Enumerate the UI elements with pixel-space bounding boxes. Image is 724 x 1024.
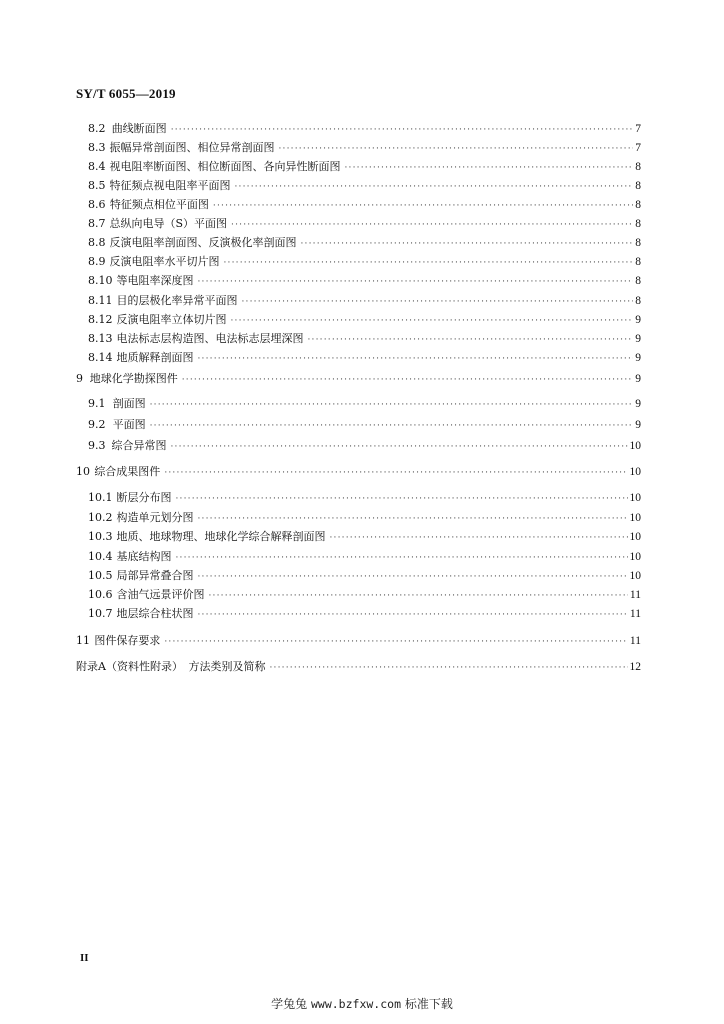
toc-number: 8.14 — [88, 351, 113, 364]
toc-page: 10 — [629, 551, 641, 563]
toc-number: 10.6 — [88, 588, 113, 601]
toc-leader — [176, 492, 628, 506]
toc-number: 8.12 — [88, 313, 113, 326]
toc-number: 9 — [76, 372, 83, 385]
toc-leader — [182, 373, 634, 387]
toc-title: 基底结构图 — [116, 550, 172, 563]
toc-chapter-entry[interactable] — [76, 634, 641, 649]
toc-title: 特征频点视电阻率平面图 — [109, 179, 231, 192]
toc-page: 8 — [635, 199, 641, 211]
toc-number: 8.13 — [88, 332, 113, 345]
toc-title: 地球化学勘探图件 — [89, 372, 178, 385]
toc-title: 振幅异常剖面图、相位异常剖面图 — [109, 141, 275, 154]
toc-entry[interactable] — [88, 332, 641, 347]
toc-title: 曲线断面图 — [111, 122, 167, 135]
toc-number: 8.3 — [88, 141, 106, 154]
toc-leader — [170, 440, 627, 454]
toc-entry[interactable] — [88, 236, 641, 251]
toc-entry[interactable] — [88, 274, 641, 289]
toc-leader — [279, 142, 634, 156]
toc-leader — [269, 661, 627, 675]
toc-leader — [209, 589, 628, 603]
toc-number: 9.1 — [88, 397, 106, 410]
toc-title: 断层分布图 — [116, 491, 172, 504]
toc-page: 12 — [629, 661, 641, 673]
toc-leader — [345, 161, 634, 175]
toc-entry[interactable] — [88, 530, 641, 545]
toc-page: 9 — [635, 314, 641, 326]
toc-title: 地质解释剖面图 — [116, 351, 194, 364]
toc-page: 8 — [635, 161, 641, 173]
toc-page: 8 — [635, 218, 641, 230]
toc-page: 8 — [635, 180, 641, 192]
toc-entry[interactable] — [88, 550, 641, 565]
toc-leader — [308, 333, 634, 347]
toc-leader — [213, 199, 633, 213]
toc-entry[interactable] — [88, 439, 641, 454]
toc-page: 10 — [629, 512, 641, 524]
toc-leader — [242, 295, 634, 309]
toc-number: 8.7 — [88, 217, 106, 230]
toc-leader — [150, 419, 634, 433]
toc-page: 10 — [629, 466, 641, 478]
toc-chapter-entry[interactable] — [76, 465, 641, 480]
toc-leader — [198, 352, 634, 366]
toc-leader — [224, 256, 634, 270]
toc-title: 反演电阻率立体切片图 — [116, 313, 227, 326]
toc-leader — [198, 275, 634, 289]
toc-title: 电法标志层构造图、电法标志层埋深图 — [116, 332, 304, 345]
toc-title: 反演电阻率剖面图、反演极化率剖面图 — [109, 236, 297, 249]
toc-leader — [198, 512, 628, 526]
toc-number: 10.7 — [88, 607, 113, 620]
toc-leader — [198, 608, 628, 622]
toc-title: 局部异常叠合图 — [116, 569, 194, 582]
toc-entry[interactable] — [88, 217, 641, 232]
toc-number: 10.4 — [88, 550, 113, 563]
toc-page: 11 — [629, 635, 641, 647]
toc-page: 8 — [635, 295, 641, 307]
toc-page: 11 — [629, 608, 641, 620]
toc-title: 目的层极化率异常平面图 — [116, 294, 238, 307]
toc-page: 7 — [635, 123, 641, 135]
toc-leader — [176, 551, 628, 565]
toc-page: 10 — [629, 531, 641, 543]
toc-leader — [164, 635, 628, 649]
toc-entry[interactable] — [88, 511, 641, 526]
toc-title: 视电阻率断面图、相位断面图、各向异性断面图 — [109, 160, 341, 173]
toc-number: 8.9 — [88, 255, 106, 268]
toc-leader — [330, 531, 628, 545]
toc-title: 图件保存要求 — [94, 634, 161, 647]
toc-title: 地层综合柱状图 — [116, 607, 194, 620]
toc-number: 8.10 — [88, 274, 113, 287]
footer-brand: 学兔兔 — [271, 997, 308, 1011]
toc-entry[interactable] — [88, 351, 641, 366]
toc-leader — [198, 570, 628, 584]
toc-entry[interactable] — [88, 122, 641, 137]
toc-number: 10.3 — [88, 530, 113, 543]
toc-leader — [231, 218, 633, 232]
toc-number: 8.5 — [88, 179, 106, 192]
toc-leader — [301, 237, 634, 251]
toc-page: 9 — [635, 333, 641, 345]
toc-entry[interactable] — [88, 313, 641, 328]
toc-entry[interactable] — [88, 141, 641, 156]
toc-title: （资料性附录） 方法类别及简称 — [105, 660, 266, 673]
toc-number: 11 — [76, 634, 90, 647]
toc-leader — [164, 466, 627, 480]
toc-title: 平面图 — [112, 418, 146, 431]
toc-entry[interactable] — [88, 397, 641, 412]
toc-page: 10 — [629, 440, 641, 452]
footer-site-link[interactable]: www.bzfxw.com — [310, 997, 401, 1011]
toc-number: 8.8 — [88, 236, 106, 249]
toc-page: 7 — [635, 142, 641, 154]
toc-title: 反演电阻率水平切片图 — [109, 255, 220, 268]
toc-number: 8.6 — [88, 198, 106, 211]
toc-title: 等电阻率深度图 — [116, 274, 194, 287]
toc-page: 8 — [635, 237, 641, 249]
toc-page: 9 — [635, 352, 641, 364]
toc-number: 10.2 — [88, 511, 113, 524]
toc-title: 综合异常图 — [111, 439, 167, 452]
toc-number: 9.2 — [88, 418, 106, 431]
toc-title: 特征频点相位平面图 — [109, 198, 209, 211]
toc-leader — [150, 398, 634, 412]
toc-page: 9 — [635, 373, 641, 385]
toc-number: 8.4 — [88, 160, 106, 173]
toc-number: 10.1 — [88, 491, 113, 504]
footer-tagline: 标准下载 — [404, 997, 453, 1011]
toc-page: 9 — [635, 398, 641, 410]
toc-appendix-entry[interactable] — [76, 660, 641, 675]
page-folio: II — [80, 952, 89, 964]
toc-title: 剖面图 — [112, 397, 146, 410]
toc-page: 10 — [629, 492, 641, 504]
toc-number: 9.3 — [88, 439, 106, 452]
toc-entry[interactable] — [88, 255, 641, 270]
watermark-footer — [0, 995, 724, 1012]
toc-number: 8.11 — [88, 294, 113, 307]
toc-entry[interactable] — [88, 607, 641, 622]
document-code: SY/T 6055—2019 — [76, 86, 176, 101]
toc-number: 附录A — [76, 660, 106, 673]
toc-leader — [231, 314, 634, 328]
toc-page: 9 — [635, 419, 641, 431]
toc-page: 10 — [629, 570, 641, 582]
toc-page: 8 — [635, 275, 641, 287]
toc-entry[interactable] — [88, 294, 641, 309]
toc-entry[interactable] — [88, 198, 641, 213]
toc-entry[interactable] — [88, 160, 641, 175]
toc-number: 10 — [76, 465, 90, 478]
toc-page: 11 — [629, 589, 641, 601]
toc-number: 10.5 — [88, 569, 113, 582]
toc-title: 地质、地球物理、地球化学综合解释剖面图 — [116, 530, 326, 543]
toc-title: 总纵向电导（S）平面图 — [109, 217, 228, 230]
toc-entry[interactable] — [88, 418, 641, 433]
toc-title: 含油气远景评价图 — [116, 588, 205, 601]
toc-entry[interactable] — [88, 569, 641, 584]
toc-title: 综合成果图件 — [94, 465, 161, 478]
toc-entry[interactable] — [88, 588, 641, 603]
toc-leader — [171, 123, 634, 137]
toc-page: 8 — [635, 256, 641, 268]
toc-entry[interactable] — [88, 179, 641, 194]
toc-number: 8.2 — [88, 122, 106, 135]
toc-title: 构造单元划分图 — [116, 511, 194, 524]
toc-entry[interactable] — [88, 491, 641, 506]
toc-leader — [235, 180, 634, 194]
toc-chapter-entry[interactable] — [76, 372, 641, 387]
